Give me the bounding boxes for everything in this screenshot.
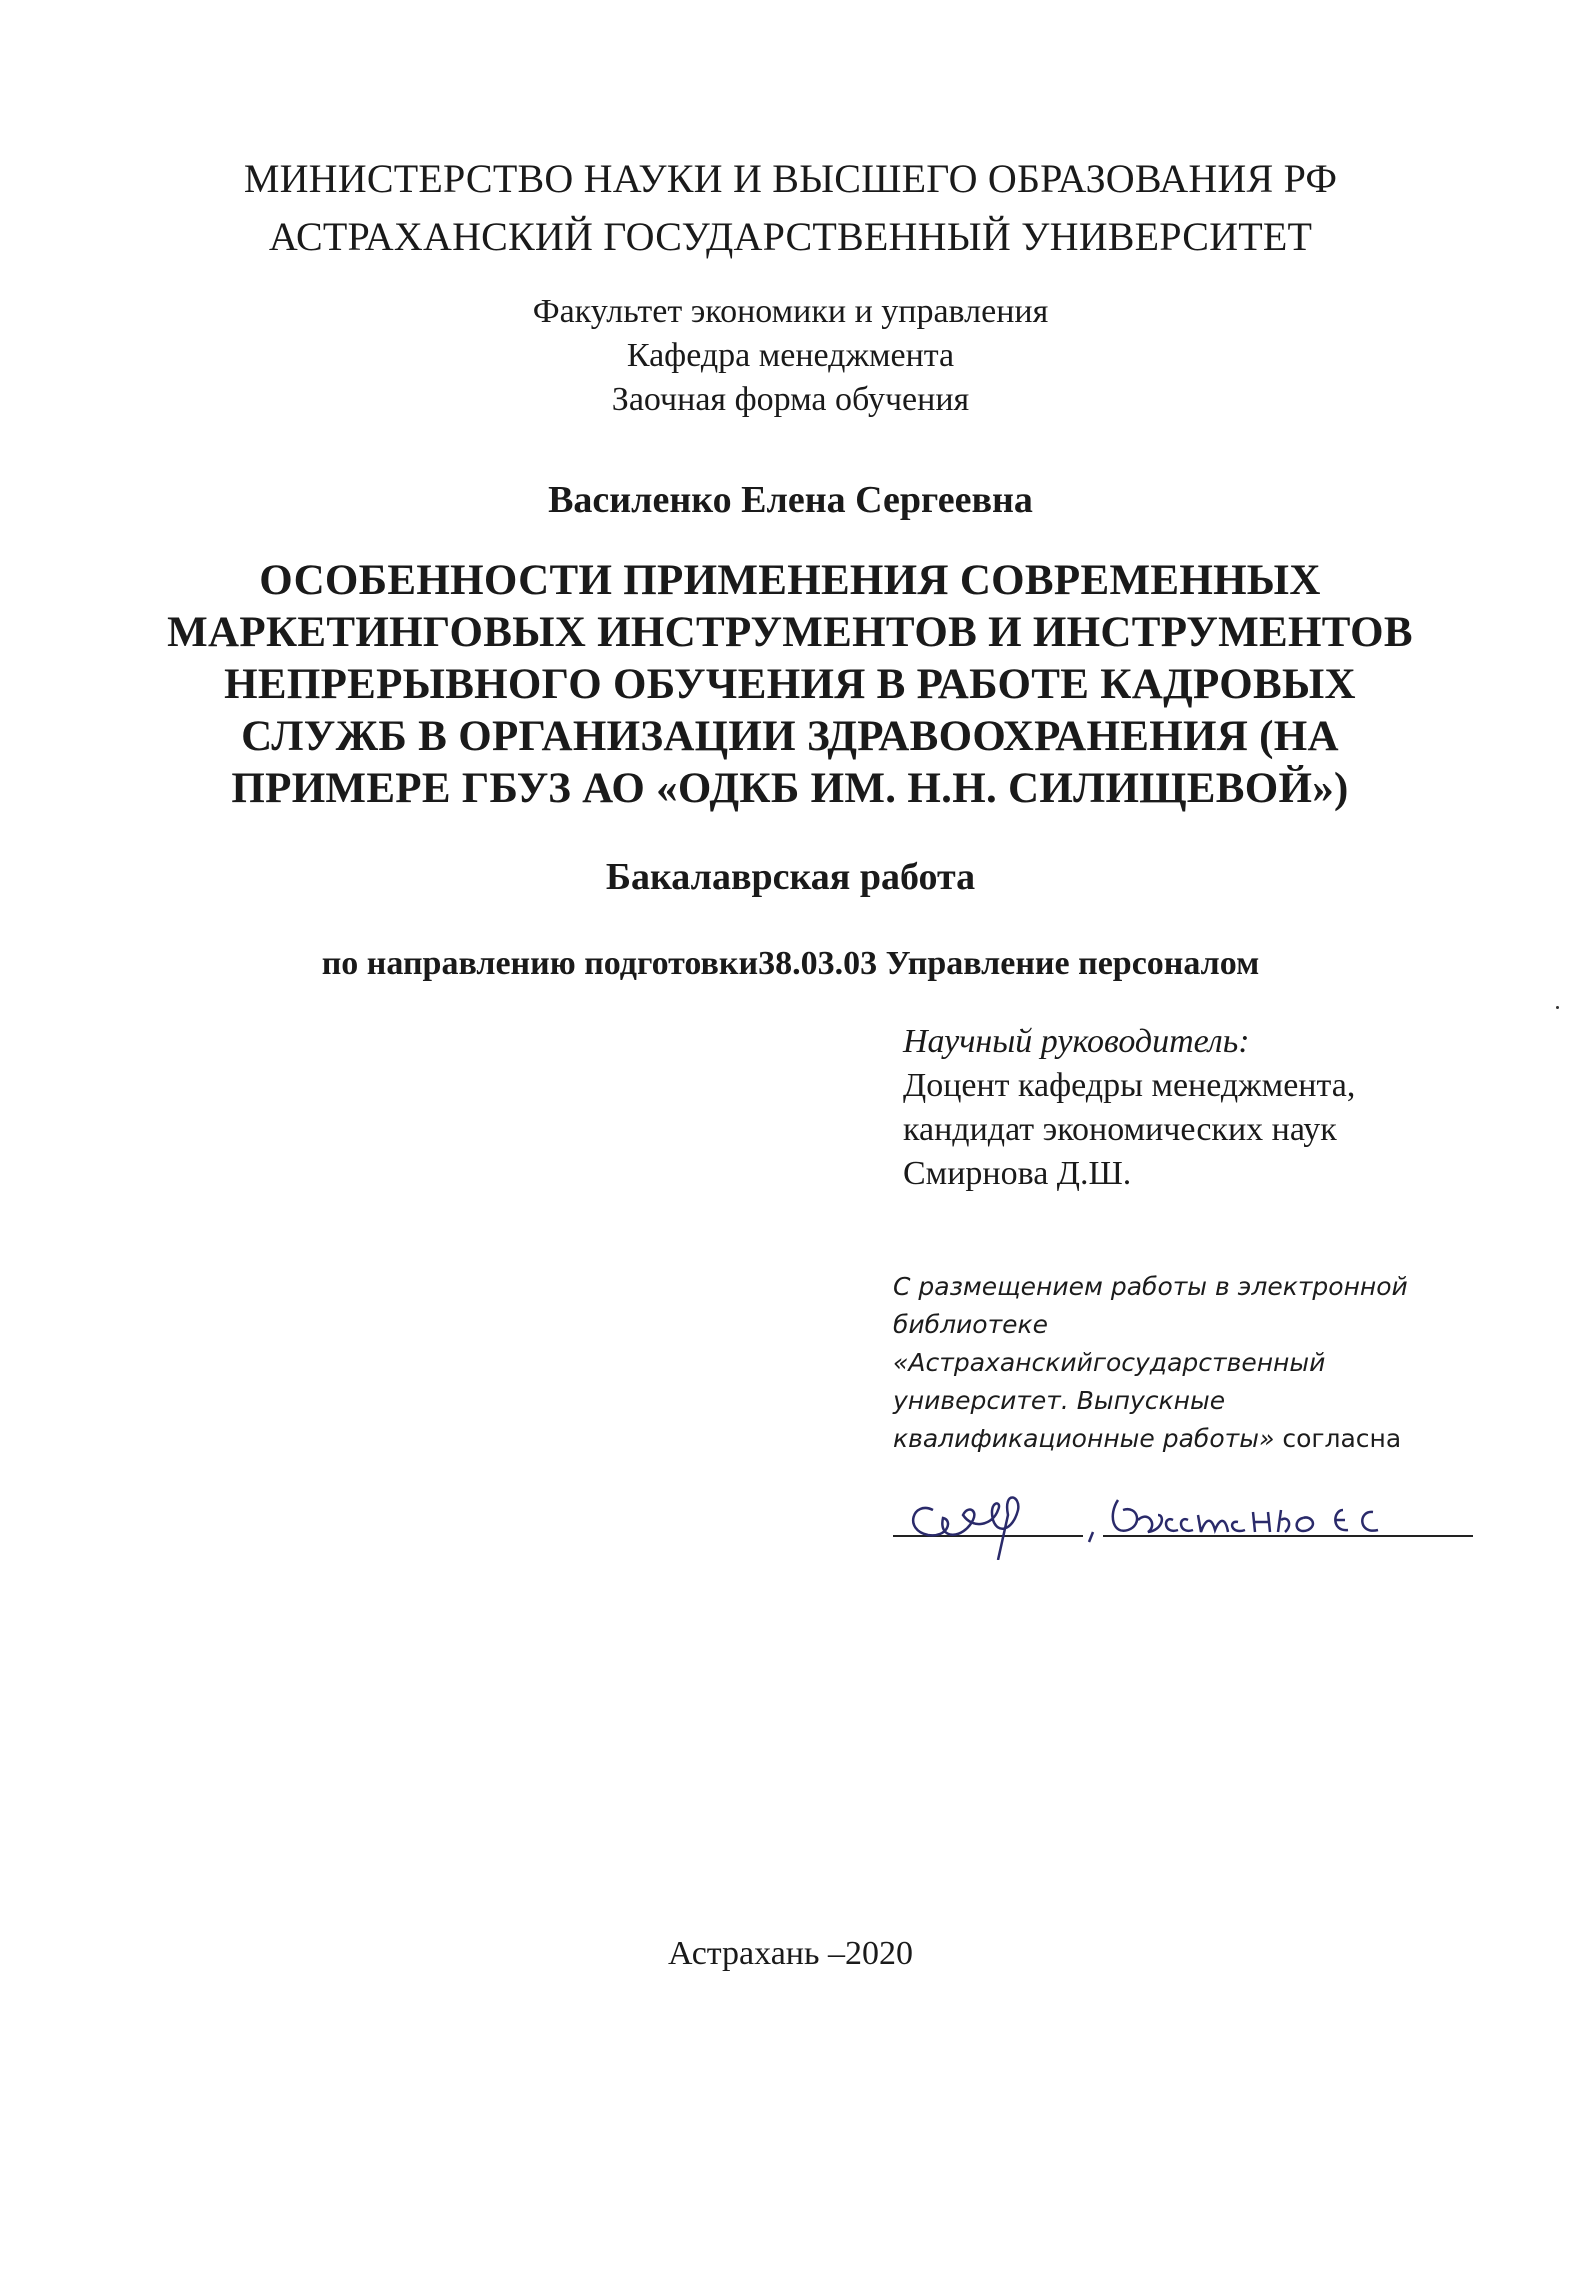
supervisor-position: Доцент кафедры менеджмента, — [903, 1067, 1356, 1104]
title-line: МАРКЕТИНГОВЫХ ИНСТРУМЕНТОВ И ИНСТРУМЕНТОВ — [167, 609, 1413, 656]
title-line: СЛУЖБ В ОРГАНИЗАЦИИ ЗДРАВООХРАНЕНИЯ (НА — [241, 713, 1339, 760]
consent-line: библиотеке — [893, 1310, 1049, 1339]
consent-line-text: квалификационные работы» — [893, 1424, 1275, 1453]
title-line: ОСОБЕННОСТИ ПРИМЕНЕНИЯ СОВРЕМЕННЫХ — [259, 557, 1321, 604]
supervisor-label: Научный руководитель: — [903, 1023, 1250, 1060]
supervisor-degree: кандидат экономических наук — [903, 1111, 1337, 1148]
consent-line: «Астраханскийгосударственный — [893, 1348, 1326, 1377]
signature-row — [893, 1480, 1493, 1560]
consent-line: С размещением работы в электронной — [893, 1272, 1408, 1301]
work-type: Бакалаврская работа — [605, 856, 976, 898]
ministry-header — [0, 150, 1581, 266]
scan-speck — [1556, 1006, 1559, 1009]
consent-line: университет. Выпускные — [893, 1386, 1226, 1415]
ministry-name: МИНИСТЕРСТВО НАУКИ И ВЫСШЕГО ОБРАЗОВАНИЯ РФ — [243, 156, 1338, 201]
faculty-name: Факультет экономики и управления — [532, 293, 1049, 330]
thesis-title — [140, 555, 1440, 815]
city-year: Астрахань –2020 — [667, 1935, 913, 1972]
title-line: ПРИМЕРЕ ГБУЗ АО «ОДКБ ИМ. Н.Н. СИЛИЩЕВОЙ») — [231, 765, 1349, 812]
study-form: Заочная форма обучения — [611, 381, 970, 418]
chair-name: Кафедра менеджмента — [626, 337, 955, 374]
handwritten-signature — [893, 1480, 1493, 1560]
supervisor-block — [903, 1020, 1355, 1196]
library-consent — [893, 1268, 1453, 1458]
supervisor-name: Смирнова Д.Ш. — [903, 1155, 1132, 1192]
consent-line — [893, 1420, 1453, 1458]
title-line: НЕПРЕРЫВНОГО ОБУЧЕНИЯ В РАБОТЕ КАДРОВЫХ — [224, 661, 1356, 708]
university-name: АСТРАХАНСКИЙ ГОСУДАРСТВЕННЫЙ УНИВЕРСИТЕТ — [268, 214, 1313, 259]
consent-agree-word: согласна — [1282, 1424, 1402, 1453]
department-block — [0, 290, 1581, 422]
author-name: Василенко Елена Сергеевна — [548, 479, 1033, 521]
study-direction: по направлению подготовки38.03.03 Управление персоналом — [321, 945, 1260, 982]
